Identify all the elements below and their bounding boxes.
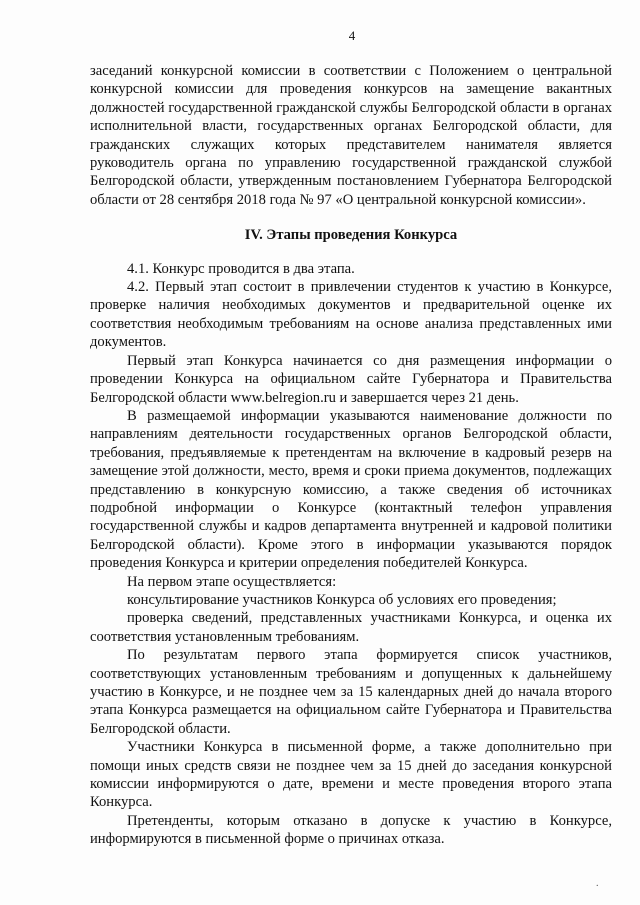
paragraph-published-info: В размещаемой информации указываются наименование должности по направлениям деятельности государственных органов Белгородской области, требования, предъявляемые к претендентам на включение в кадровый резерв на замещение этой должности, место, время и сроки приема документов, подлежащих представлению в конкурсную комиссию, а также сведения об источниках подробной информации о Конкурсе (контактный телефон управления государственной службы и кадров департамента внутренней и кадровой политики Белгородской области). Кроме этого в информации указываются порядок проведения Конкурса и критерии определения победителей Конкурса. xyxy=(90,407,612,572)
paragraph-first-stage-list-intro: На первом этапе осуществляется: xyxy=(127,573,337,590)
paragraph-participants-informed: Участники Конкурса в письменной форме, а также дополнительно при помощи иных средств связи не позднее чем за 15 дней до заседания конкурсной комиссии информируются о дате, времени и месте проведения второго этапа Конкурса. xyxy=(90,739,612,811)
margin-mark: . xyxy=(596,878,599,889)
paragraph-first-stage-start: Первый этап Конкурса начинается со дня размещения информации о проведении Конкурса на официальном сайте Губернатора и Правительства Белгородской области www.belregion.ru и завершается через 21 день. xyxy=(90,352,612,406)
section-heading: IV. Этапы проведения Конкурса xyxy=(244,227,458,244)
paragraph-4-1: 4.1. Конкурс проводится в два этапа. xyxy=(127,260,355,277)
paragraph-4-2: 4.2. Первый этап состоит в привлечении студентов к участию в Конкурсе, проверке наличия необходимых документов и предварительной оценке их соответствия необходимым требованиям на основе анализа представленных ими документов. xyxy=(90,279,612,351)
document-body xyxy=(90,62,612,849)
paragraph-consulting: консультирование участников Конкурса об условиях его проведения; xyxy=(127,591,557,608)
page-number: 4 xyxy=(348,28,356,43)
paragraph-rejected-applicants: Претенденты, которым отказано в допуске к участию в Конкурсе, информируются в письменной форме о причинах отказа. xyxy=(90,812,612,848)
paragraph-verification: проверка сведений, представленных участниками Конкурса, и оценка их соответствия установленным требованиям. xyxy=(90,610,612,645)
intro-paragraph: заседаний конкурсной комиссии в соответствии с Положением о центральной конкурсной комиссии для проведения конкурсов на замещение вакантных должностей государственной гражданской службы Белгородской области в органах исполнительной власти, государственных органах Белгородской области, для гражданских служащих которых представителем нанимателя является руководитель органа по управлению государственной гражданской службой Белгородской области, утвержденным постановлением Губернатора Белгородской области от 28 сентября 2018 года № 97 «О центральной конкурсной комиссии». xyxy=(90,63,612,208)
paragraph-first-stage-results: По результатам первого этапа формируется список участников, соответствующих установленным требованиям и допущенных к дальнейшему участию в Конкурсе, и не позднее чем за 15 календарных дней до начала второго этапа Конкурса размещается на официальном сайте Губернатора и Правительства Белгородской области. xyxy=(90,647,612,737)
